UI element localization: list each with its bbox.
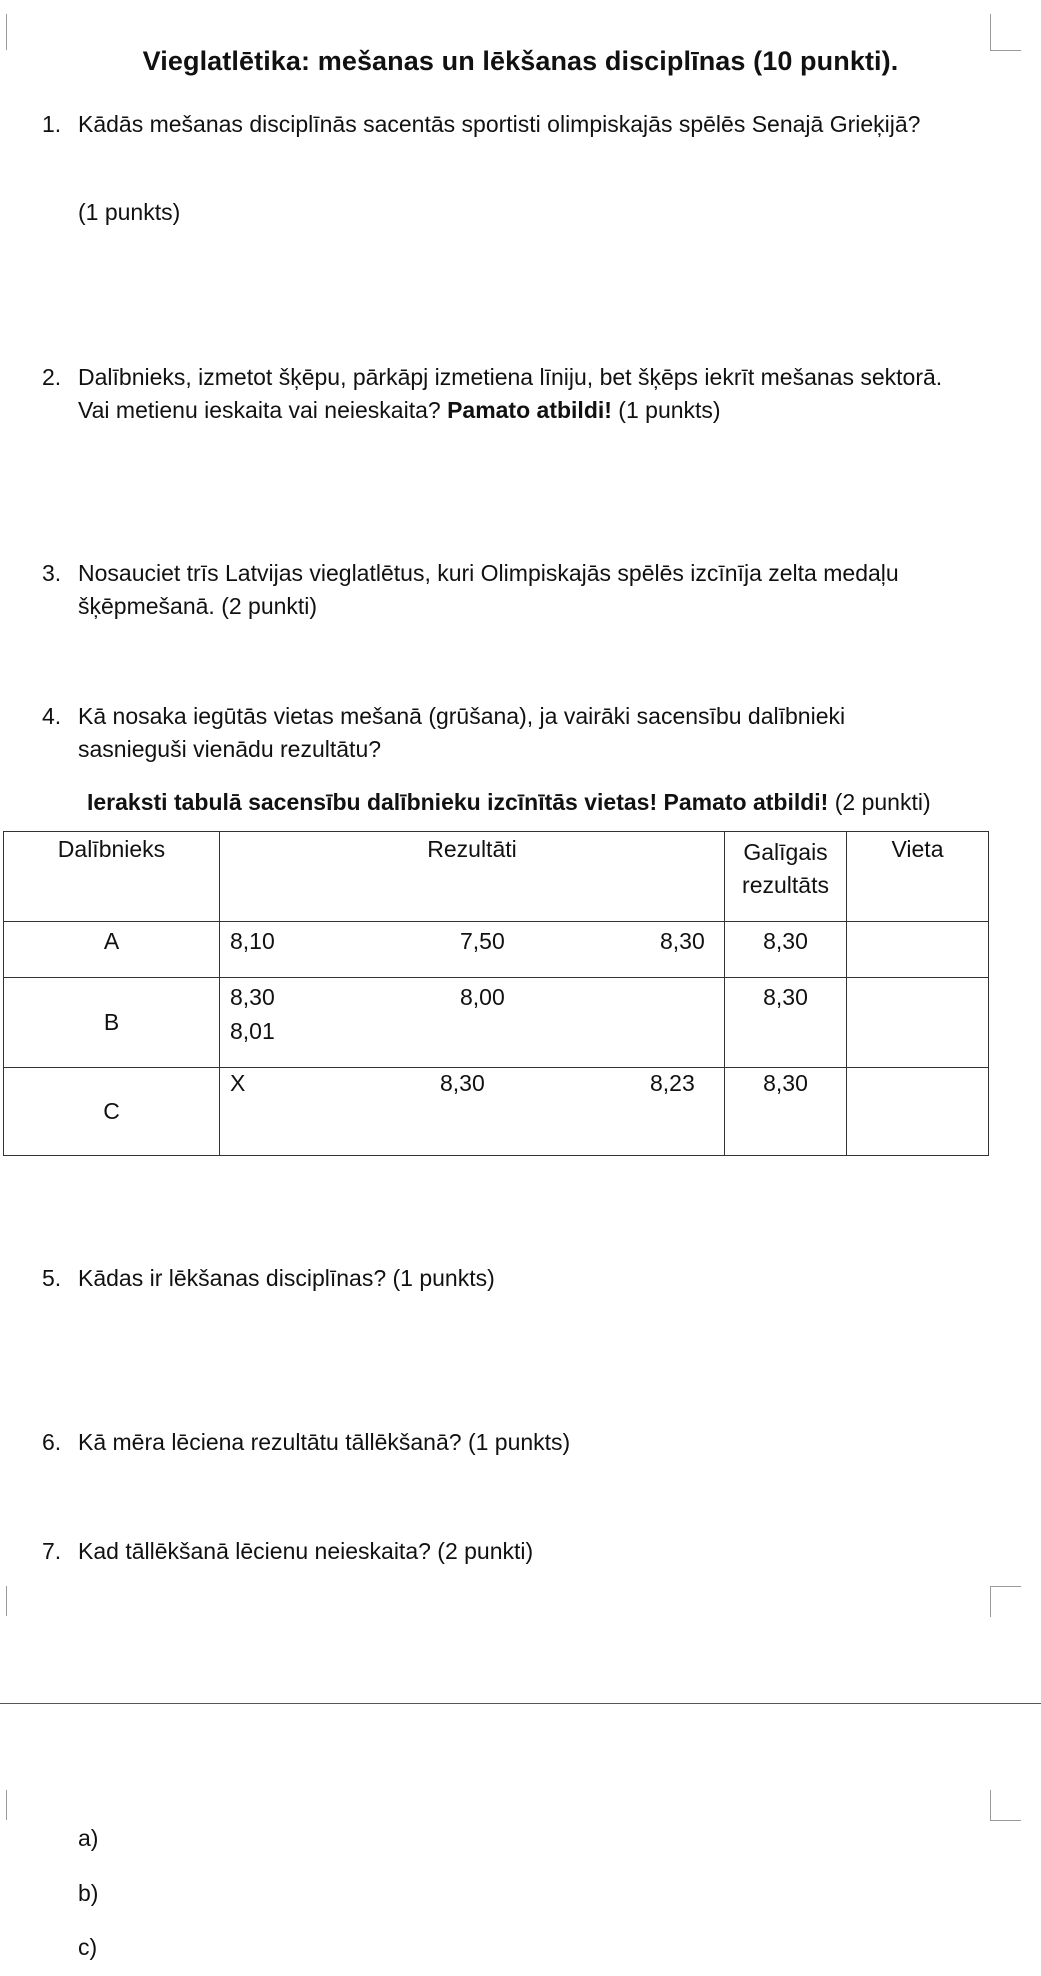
place-cell[interactable] bbox=[847, 978, 989, 1068]
result-3: 8,23 bbox=[650, 1070, 695, 1096]
table-row bbox=[4, 1068, 989, 1156]
answer-label-a: a) bbox=[78, 1825, 99, 1851]
final-result: 8,30 bbox=[763, 984, 808, 1010]
question-text: Kādas ir lēkšanas disciplīnas? (1 punkts) bbox=[78, 1265, 495, 1291]
question-number: 5. bbox=[42, 1265, 62, 1291]
final-result-cell bbox=[725, 1068, 847, 1156]
header-participant-label: Dalībnieks bbox=[57, 836, 166, 862]
question-6 bbox=[42, 1426, 1032, 1466]
question-text-main: Dalībnieks, izmetot šķēpu, pārkāpj izmetiena līniju, bet šķēps iekrīt mešanas sektorā. Vai metienu ieskaita vai neieskaita? bbox=[78, 364, 943, 423]
final-result-cell bbox=[725, 978, 847, 1068]
final-result: 8,30 bbox=[763, 928, 808, 954]
question-4 bbox=[42, 700, 1032, 780]
table-row bbox=[4, 978, 989, 1068]
results-cell bbox=[220, 978, 725, 1068]
participant-label: C bbox=[103, 1098, 120, 1124]
result-1: X bbox=[230, 1070, 246, 1096]
result-2: 8,30 bbox=[440, 1070, 485, 1096]
table-instruction-bold: Ieraksti tabulā sacensību dalībnieku izcīnītās vietas! Pamato atbildi! bbox=[87, 789, 829, 815]
question-2 bbox=[42, 361, 1032, 441]
header-results bbox=[220, 832, 725, 922]
place-cell[interactable] bbox=[847, 922, 989, 978]
place-cell[interactable] bbox=[847, 1068, 989, 1156]
table-row bbox=[4, 922, 989, 978]
table-instruction-points: (2 punkti) bbox=[828, 789, 931, 815]
answer-label-c: c) bbox=[78, 1934, 98, 1960]
result-1: 8,10 bbox=[230, 928, 275, 954]
question-text-emphasis: Pamato atbildi! bbox=[447, 397, 612, 423]
question-number: 3. bbox=[42, 560, 62, 586]
page-title: Vieglatlētika: mešanas un lēkšanas disciplīnas (10 punkti). bbox=[142, 46, 899, 76]
header-results-label: Rezultāti bbox=[427, 836, 517, 862]
participant-label: B bbox=[103, 1009, 120, 1035]
header-final-label: Galīgais rezultāts bbox=[742, 839, 829, 898]
question-5 bbox=[42, 1262, 1032, 1302]
participant-cell bbox=[4, 922, 220, 978]
result-1: 8,30 bbox=[230, 984, 275, 1010]
corner-mark-top-left bbox=[6, 14, 8, 50]
result-4: 8,01 bbox=[230, 1018, 275, 1044]
question-text: Kad tāllēkšanā lēcienu neieskaita? (2 punkti) bbox=[78, 1538, 534, 1564]
results-table bbox=[3, 831, 989, 1156]
question-number: 4. bbox=[42, 703, 62, 729]
question-number: 7. bbox=[42, 1538, 62, 1564]
question-text: Kā nosaka iegūtās vietas mešanā (grūšana), ja vairāki sacensību dalībnieki sasnieguši vienādu rezultātu? bbox=[78, 703, 846, 762]
table-instruction bbox=[87, 786, 931, 819]
result-2: 7,50 bbox=[460, 928, 505, 954]
question-text: Kā mēra lēciena rezultātu tāllēkšanā? (1 punkts) bbox=[78, 1429, 571, 1455]
answer-label-b: b) bbox=[78, 1880, 99, 1906]
corner-mark-bottom-left bbox=[6, 1790, 8, 1820]
participant-cell bbox=[4, 1068, 220, 1156]
corner-mark-mid-right bbox=[990, 1586, 1021, 1617]
corner-mark-mid-left bbox=[6, 1586, 8, 1616]
header-place-label: Vieta bbox=[891, 836, 944, 862]
final-result-cell bbox=[725, 922, 847, 978]
question-text: Nosauciet trīs Latvijas vieglatlētus, kuri Olimpiskajās spēlēs izcīnīja zelta medaļu šķēpmešanā. (2 punkti) bbox=[78, 560, 899, 619]
results-cell bbox=[220, 1068, 725, 1156]
question-number: 1. bbox=[42, 111, 62, 137]
results-cell bbox=[220, 922, 725, 978]
result-2: 8,00 bbox=[460, 984, 505, 1010]
question-number: 6. bbox=[42, 1429, 62, 1455]
header-final bbox=[725, 832, 847, 922]
header-participant bbox=[4, 832, 220, 922]
question-1-points: (1 punkts) bbox=[78, 199, 181, 225]
final-result: 8,30 bbox=[763, 1070, 808, 1096]
question-text: Kādās mešanas disciplīnās sacentās sportisti olimpiskajās spēlēs Senajā Grieķijā? bbox=[78, 111, 921, 137]
table-header-row bbox=[4, 832, 989, 922]
participant-label: A bbox=[103, 928, 120, 954]
question-number: 2. bbox=[42, 364, 62, 390]
question-text bbox=[78, 361, 978, 427]
page-divider bbox=[0, 1703, 1041, 1704]
question-points: (1 punkts) bbox=[611, 397, 721, 423]
header-place bbox=[847, 832, 989, 922]
corner-mark-bottom-right bbox=[990, 1790, 1021, 1821]
participant-cell bbox=[4, 978, 220, 1068]
question-3 bbox=[42, 557, 1037, 637]
question-1 bbox=[42, 108, 1032, 228]
question-7 bbox=[42, 1535, 1032, 1575]
result-3: 8,30 bbox=[660, 928, 705, 954]
